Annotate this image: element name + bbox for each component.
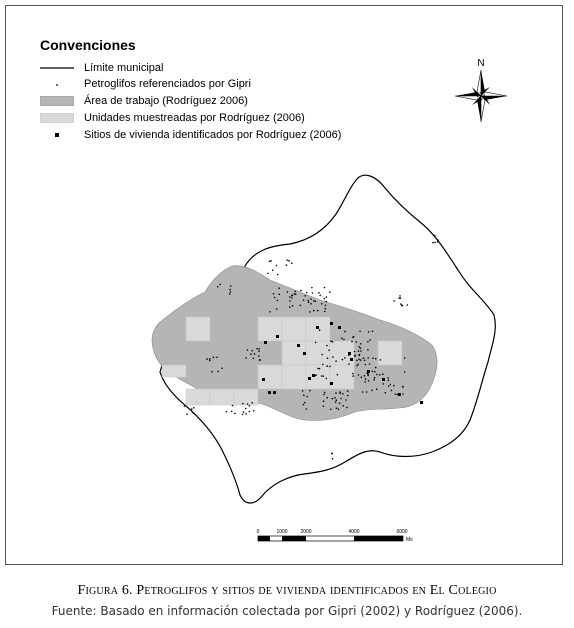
light-box-symbol (40, 113, 74, 123)
petroglyph-dot (393, 300, 395, 302)
petroglyph-dot (234, 413, 236, 415)
petroglyph-dot (308, 301, 310, 303)
petroglyph-dot (267, 273, 269, 275)
dot-symbol (40, 79, 74, 89)
petroglyph-dot (358, 346, 360, 348)
petroglyph-dot (342, 359, 344, 361)
petroglyph-dot (273, 293, 275, 295)
petroglyph-dot (287, 291, 289, 293)
petroglyph-dot (369, 363, 371, 365)
petroglyph-dot (368, 331, 370, 333)
petroglyph-dot (249, 411, 251, 413)
petroglyph-dot (375, 367, 377, 369)
petroglyph-dot (376, 374, 378, 376)
petroglyph-dot (342, 393, 344, 395)
petroglyph-dot (391, 390, 393, 392)
petroglyph-dot (326, 397, 328, 399)
petroglyph-dot (358, 350, 360, 352)
petroglyph-dot (347, 395, 349, 397)
sampled-unit (186, 317, 210, 341)
petroglyph-dot (230, 291, 232, 293)
petroglyph-dot (315, 300, 317, 302)
petroglyph-dot (354, 351, 356, 353)
petroglyph-dot (372, 331, 374, 333)
petroglyph-dot (330, 409, 332, 411)
petroglyph-dot (186, 414, 188, 416)
petroglyph-dot (258, 348, 260, 350)
petroglyph-dot (252, 358, 254, 360)
petroglyph-dot (326, 365, 328, 367)
petroglyph-dot (324, 311, 326, 313)
dwelling-site-marker (276, 335, 279, 338)
scale-label: 1000 (276, 529, 288, 535)
petroglyph-dot (324, 287, 326, 289)
petroglyph-dot (390, 384, 392, 386)
petroglyph-dot (317, 368, 319, 370)
petroglyph-dot (347, 390, 349, 392)
figure-caption (0, 583, 574, 599)
petroglyph-dot (387, 377, 389, 379)
dwelling-site-marker (420, 401, 423, 404)
petroglyph-dot (311, 287, 313, 289)
petroglyph-dot (434, 235, 436, 237)
petroglyph-dot (253, 410, 255, 412)
petroglyph-dot (325, 308, 327, 310)
petroglyph-dot (367, 341, 369, 343)
scale-label: 4000 (348, 529, 360, 535)
sampled-unit (186, 389, 210, 405)
petroglyph-dot (323, 405, 325, 407)
petroglyph-dot (340, 398, 342, 400)
petroglyph-dot (360, 347, 362, 349)
petroglyph-dot (379, 374, 381, 376)
petroglyph-dot (402, 393, 404, 395)
petroglyph-dot (382, 373, 384, 375)
petroglyph-dot (404, 357, 406, 359)
petroglyph-dot (324, 392, 326, 394)
petroglyph-dot (307, 300, 309, 302)
petroglyph-dot (304, 295, 306, 297)
petroglyph-dot (216, 357, 218, 359)
petroglyph-dot (289, 296, 291, 298)
petroglyph-dot (364, 381, 366, 383)
petroglyph-dot (295, 291, 297, 293)
petroglyph-dot (400, 297, 402, 299)
petroglyph-dot (192, 412, 194, 414)
scale-label: 6000 (396, 529, 408, 535)
petroglyph-dot (371, 390, 373, 392)
dwelling-site-marker (348, 352, 351, 355)
petroglyph-dot (258, 351, 260, 353)
petroglyph-dot (313, 310, 315, 312)
dwelling-site-marker (264, 341, 267, 344)
petroglyph-dot (375, 358, 377, 360)
petroglyph-dot (219, 284, 221, 286)
petroglyph-dot (356, 341, 358, 343)
petroglyph-dot (341, 338, 343, 340)
petroglyph-dot (242, 414, 244, 416)
petroglyph-dot (291, 297, 293, 299)
petroglyph-dot (348, 363, 350, 365)
petroglyph-dot (335, 392, 337, 394)
petroglyph-dot (229, 289, 231, 291)
petroglyph-dot (385, 392, 387, 394)
dwelling-site-marker (297, 344, 300, 347)
petroglyph-dot (256, 348, 258, 350)
scale-unit: Ms (406, 537, 413, 543)
petroglyph-dot (245, 413, 247, 415)
petroglyph-dot (345, 399, 347, 401)
petroglyph-dot (326, 345, 328, 347)
petroglyph-dot (242, 403, 244, 405)
petroglyph-dot (334, 397, 336, 399)
petroglyph-dot (404, 371, 406, 373)
petroglyph-dot (312, 292, 314, 294)
petroglyph-dot (402, 386, 404, 388)
legend (40, 37, 342, 141)
petroglyph-dot (288, 260, 290, 262)
petroglyph-dot (269, 311, 271, 313)
petroglyph-dot (321, 303, 323, 305)
petroglyph-dot (337, 374, 339, 376)
petroglyph-dot (213, 357, 215, 359)
square-symbol (40, 130, 74, 140)
petroglyph-dot (395, 393, 397, 395)
petroglyph-dot (365, 378, 367, 380)
petroglyph-dot (437, 241, 439, 243)
petroglyph-dot (217, 286, 219, 288)
petroglyph-dot (360, 359, 362, 361)
petroglyph-dot (336, 407, 338, 409)
petroglyph-dot (323, 394, 325, 396)
petroglyph-dot (344, 331, 346, 333)
petroglyph-dot (303, 394, 305, 396)
petroglyph-dot (329, 366, 331, 368)
petroglyph-dot (245, 357, 247, 359)
petroglyph-dot (372, 371, 374, 373)
petroglyph-dot (434, 242, 436, 244)
petroglyph-dot (184, 405, 186, 407)
legend-label: Sitios de vivienda identificados por Rodríguez (2006) (84, 129, 342, 141)
petroglyph-dot (374, 371, 376, 373)
legend-label: Límite municipal (84, 62, 164, 74)
petroglyph-dot (351, 341, 353, 343)
petroglyph-dot (367, 349, 369, 351)
petroglyph-dot (364, 375, 366, 377)
petroglyph-dot (358, 374, 360, 376)
petroglyph-dot (393, 385, 395, 387)
sampled-unit (258, 365, 282, 389)
petroglyph-dot (397, 394, 399, 396)
petroglyph-dot (300, 290, 302, 292)
petroglyph-dot (357, 363, 359, 365)
petroglyph-dot (258, 355, 260, 357)
petroglyph-dot (221, 367, 223, 369)
petroglyph-dot (352, 375, 354, 377)
petroglyph-dot (336, 399, 338, 401)
petroglyph-dot (304, 402, 306, 404)
petroglyph-dot (276, 308, 278, 310)
legend-label: Área de trabajo (Rodríguez 2006) (84, 95, 248, 107)
sampled-unit (210, 389, 234, 405)
petroglyph-dot (369, 339, 371, 341)
north-label: N (477, 58, 485, 69)
dwelling-site-marker (367, 370, 370, 373)
petroglyph-dot (306, 292, 308, 294)
petroglyph-dot (353, 336, 355, 338)
sampled-unit (282, 317, 306, 341)
petroglyph-dot (367, 357, 369, 359)
petroglyph-dot (325, 305, 327, 307)
petroglyph-dot (319, 368, 321, 370)
petroglyph-dot (247, 403, 249, 405)
legend-title: Convenciones (40, 37, 136, 53)
petroglyph-dot (346, 407, 348, 409)
petroglyph-dot (309, 390, 311, 392)
petroglyph-dot (324, 298, 326, 300)
petroglyph-dot (383, 383, 385, 385)
petroglyph-dot (331, 453, 333, 455)
petroglyph-dot (437, 239, 439, 241)
legend-label: Petroglifos referenciados por Gipri (84, 78, 251, 90)
petroglyph-dot (303, 404, 305, 406)
petroglyph-dot (286, 259, 288, 261)
petroglyph-dot (269, 261, 271, 263)
petroglyph-dot (367, 375, 369, 377)
petroglyph-dot (329, 291, 331, 293)
petroglyph-dot (306, 408, 308, 410)
petroglyph-dot (230, 285, 232, 287)
petroglyph-dot (352, 373, 354, 375)
scale-bar (257, 529, 414, 543)
petroglyph-dot (344, 357, 346, 359)
petroglyph-dot (332, 356, 334, 358)
petroglyph-dot (243, 411, 245, 413)
petroglyph-dot (332, 341, 334, 343)
dark-box-symbol (40, 96, 74, 106)
petroglyph-dot (361, 377, 363, 379)
petroglyph-dot (326, 378, 328, 380)
caption-title: Petroglifos y sitios de vivienda identificados en El Colegio (136, 583, 497, 598)
petroglyph-dot (291, 263, 293, 265)
sampled-unit (330, 365, 354, 389)
dwelling-site-marker (330, 322, 333, 325)
petroglyph-dot (402, 305, 404, 307)
sampled-unit (162, 365, 186, 377)
petroglyph-dot (272, 269, 274, 271)
petroglyph-dot (360, 343, 362, 345)
petroglyph-dot (358, 359, 360, 361)
petroglyph-dot (432, 242, 434, 244)
legend-label: Unidades muestreadas por Rodríguez (2006) (84, 112, 305, 124)
petroglyph-dot (278, 294, 280, 296)
dwelling-site-marker (268, 391, 271, 394)
dwelling-site-marker (350, 358, 353, 361)
petroglyph-dot (366, 391, 368, 393)
petroglyph-dot (209, 358, 211, 360)
petroglyph-dot (363, 357, 365, 359)
petroglyph-dot (317, 310, 319, 312)
dwelling-site-marker (303, 352, 306, 355)
petroglyph-dot (327, 357, 329, 359)
petroglyph-dot (309, 311, 311, 313)
petroglyph-dot (306, 396, 308, 398)
petroglyph-dot (388, 380, 390, 382)
petroglyph-dot (292, 305, 294, 307)
petroglyph-dot (300, 305, 302, 307)
petroglyph-dot (343, 339, 345, 341)
petroglyph-dot (316, 374, 318, 376)
petroglyph-dot (399, 295, 401, 297)
petroglyph-dot (232, 405, 234, 407)
petroglyph-dot (354, 354, 356, 356)
petroglyph-dot (289, 306, 291, 308)
petroglyph-dot (339, 393, 341, 395)
dwelling-site-marker (330, 382, 333, 385)
scale-label: 2000 (300, 529, 312, 535)
petroglyph-dot (278, 287, 280, 289)
petroglyph-dot (373, 379, 375, 381)
petroglyph-dot (318, 292, 320, 294)
petroglyph-dot (326, 296, 328, 298)
petroglyph-dot (254, 353, 256, 355)
petroglyph-dot (321, 354, 323, 356)
petroglyph-dot (310, 303, 312, 305)
dwelling-site-marker (262, 378, 265, 381)
petroglyph-dot (231, 411, 233, 413)
sampled-unit (282, 341, 306, 365)
figure-source: Fuente: Basado en información colectada por Gipri (2002) y Rodríguez (2006). (51, 604, 523, 618)
petroglyph-dot (364, 360, 366, 362)
petroglyph-dot (277, 300, 279, 302)
petroglyph-dot (313, 300, 315, 302)
petroglyph-dot (332, 398, 334, 400)
petroglyph-dot (250, 353, 252, 355)
petroglyph-dot (332, 458, 334, 460)
petroglyph-dot (356, 360, 358, 362)
petroglyph-dot (335, 360, 337, 362)
petroglyph-dot (302, 390, 304, 392)
petroglyph-dot (276, 265, 278, 267)
sampled-unit (282, 365, 306, 389)
scale-label: 0 (256, 529, 260, 535)
north-arrow (455, 58, 507, 122)
petroglyph-dot (380, 359, 382, 361)
dwelling-site-marker (382, 378, 385, 381)
petroglyph-dot (325, 301, 327, 303)
petroglyph-dot (251, 350, 253, 352)
petroglyph-dot (193, 407, 195, 409)
petroglyph-dot (343, 405, 345, 407)
petroglyph-dot (328, 349, 330, 351)
petroglyph-dot (310, 298, 312, 300)
petroglyph-dot (259, 359, 261, 361)
petroglyph-dot (388, 385, 390, 387)
petroglyph-dot (226, 411, 228, 413)
petroglyph-dot (321, 375, 323, 377)
petroglyph-dot (365, 364, 367, 366)
petroglyph-dot (294, 293, 296, 295)
sampled-unit (306, 341, 330, 365)
petroglyph-dot (249, 405, 251, 407)
petroglyph-dot (368, 380, 370, 382)
petroglyph-dot (295, 294, 297, 296)
petroglyph-dot (400, 303, 402, 305)
petroglyph-dot (251, 402, 253, 404)
dwelling-site-marker (338, 326, 341, 329)
petroglyph-dot (374, 377, 376, 379)
petroglyph-dot (229, 293, 231, 295)
petroglyph-dot (206, 358, 208, 360)
petroglyph-dot (330, 340, 332, 342)
petroglyph-dot (277, 274, 279, 276)
dwelling-site-marker (308, 377, 311, 380)
caption-prefix: Figura 6. (77, 583, 137, 598)
petroglyph-dot (274, 297, 276, 299)
petroglyph-dot (270, 260, 272, 262)
petroglyph-dot (358, 355, 360, 357)
compass-rose-icon (455, 70, 507, 122)
petroglyph-dot (356, 365, 358, 367)
petroglyph-dot (376, 388, 378, 390)
dwelling-site-marker (312, 374, 315, 377)
dwelling-site-marker (273, 391, 276, 394)
petroglyph-dot (372, 357, 374, 359)
petroglyph-dot (360, 350, 362, 352)
sampled-unit (234, 389, 258, 405)
petroglyph-dot (217, 371, 219, 373)
petroglyph-dot (319, 295, 321, 297)
petroglyph-dot (338, 408, 340, 410)
sampled-unit (378, 341, 402, 365)
petroglyph-dot (247, 349, 249, 351)
petroglyph-dot (286, 264, 288, 266)
petroglyph-dot (291, 295, 293, 297)
petroglyph-dot (245, 408, 247, 410)
petroglyph-dot (211, 371, 213, 373)
petroglyph-dot (362, 391, 364, 393)
petroglyph-dot (319, 329, 321, 331)
petroglyph-dot (303, 299, 305, 301)
petroglyph-dot (191, 408, 193, 410)
dwelling-site-marker (398, 393, 401, 396)
line-symbol (40, 63, 74, 73)
petroglyph-dot (209, 360, 211, 362)
petroglyph-dot (359, 331, 361, 333)
dwelling-site-marker (316, 326, 319, 329)
petroglyph-dot (289, 300, 291, 302)
petroglyph-dot (339, 402, 341, 404)
petroglyph-dot (315, 342, 317, 344)
petroglyph-dot (323, 375, 325, 377)
petroglyph-dot (323, 400, 325, 402)
petroglyph-dot (407, 304, 409, 306)
petroglyph-dot (335, 401, 337, 403)
petroglyph-dot (322, 364, 324, 366)
